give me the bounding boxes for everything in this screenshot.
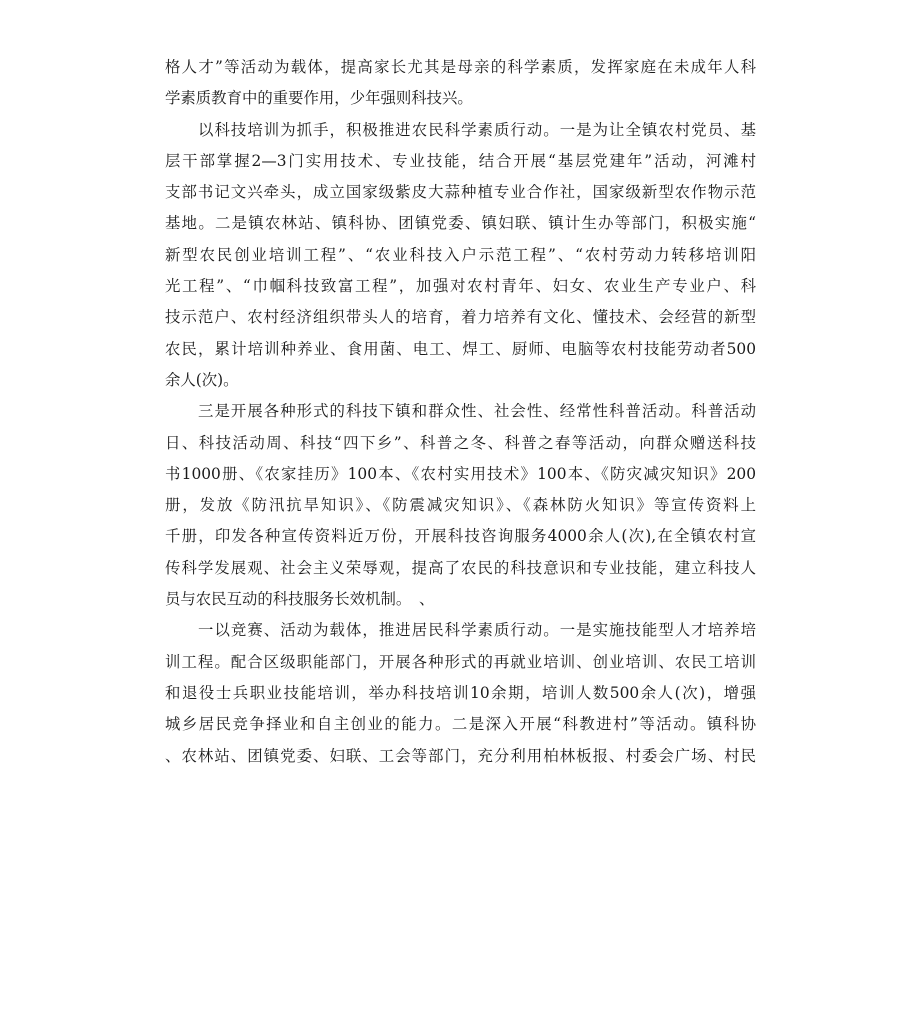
text-line: 日、科技活动周、科技“四下乡”、科普之冬、科普之春等活动，向群众赠送科技 (165, 433, 756, 452)
text-line: 员与农民互动的科技服务长效机制。 、 (165, 590, 435, 609)
text-line: 支部书记文兴牵头，成立国家级紫皮大蒜种植专业合作社，国家级新型农作物示范 (165, 183, 756, 202)
text-line: 格人才”等活动为载体，提高家长尤其是母亲的科学素质，发挥家庭在未成年人科 (165, 58, 756, 76)
text-line: 册，发放《防汛抗旱知识》、《防震减灾知识》、《森林防火知识》等宣传资料上 (165, 496, 756, 515)
paragraph-first-line: 三是开展各种形式的科技下镇和群众性、社会性、经常性科普活动。科普活动 (198, 402, 756, 421)
paragraph-first-line: 以科技培训为抓手，积极推进农民科学素质行动。一是为让全镇农村党员、基 (198, 120, 756, 139)
text-line: 新型农民创业培训工程”、“农业科技入户示范工程”、“农村劳动力转移培训阳 (165, 245, 756, 264)
text-line: 光工程”、“巾帼科技致富工程”，加强对农村青年、妇女、农业生产专业户、科 (165, 277, 756, 296)
text-line: 城乡居民竞争择业和自主创业的能力。二是深入开展“科教进村”等活动。镇科协 (165, 715, 756, 734)
text-line: 训工程。配合区级职能部门，开展各种形式的再就业培训、创业培训、农民工培训 (165, 652, 756, 671)
text-line: 学素质教育中的重要作用，少年强则科技兴。 (165, 89, 473, 108)
text-line: 千册，印发各种宣传资料近万份，开展科技咨询服务4000余人(次),在全镇农村宣 (165, 527, 756, 546)
text-line: 余人(次)。 (165, 370, 239, 389)
paragraph-first-line: 一以竞赛、活动为载体，推进居民科学素质行动。一是实施技能型人才培养培 (198, 621, 756, 640)
text-line: 书1000册、《农家挂历》100本、《农村实用技术》100本、《防灾减灾知识》200 (165, 464, 756, 483)
text-line: 基地。二是镇农林站、镇科协、团镇党委、镇妇联、镇计生办等部门，积极实施“ (165, 214, 756, 233)
text-line: 技示范户、农村经济组织带头人的培育，着力培养有文化、懂技术、会经营的新型 (165, 308, 756, 327)
text-line: 层干部掌握2—3门实用技术、专业技能，结合开展“基层党建年”活动，河滩村 (165, 151, 756, 170)
text-line: 农民，累计培训种养业、食用菌、电工、焊工、厨师、电脑等农村技能劳动者500 (165, 339, 756, 358)
document-body (165, 52, 756, 772)
text-line: 传科学发展观、社会主义荣辱观，提高了农民的科技意识和专业技能，建立科技人 (165, 558, 756, 577)
text-line: 、农林站、团镇党委、妇联、工会等部门，充分利用柏林板报、村委会广场、村民 (165, 746, 756, 765)
text-line: 和退役士兵职业技能培训，举办科技培训10余期，培训人数500余人(次)，增强 (165, 683, 756, 702)
